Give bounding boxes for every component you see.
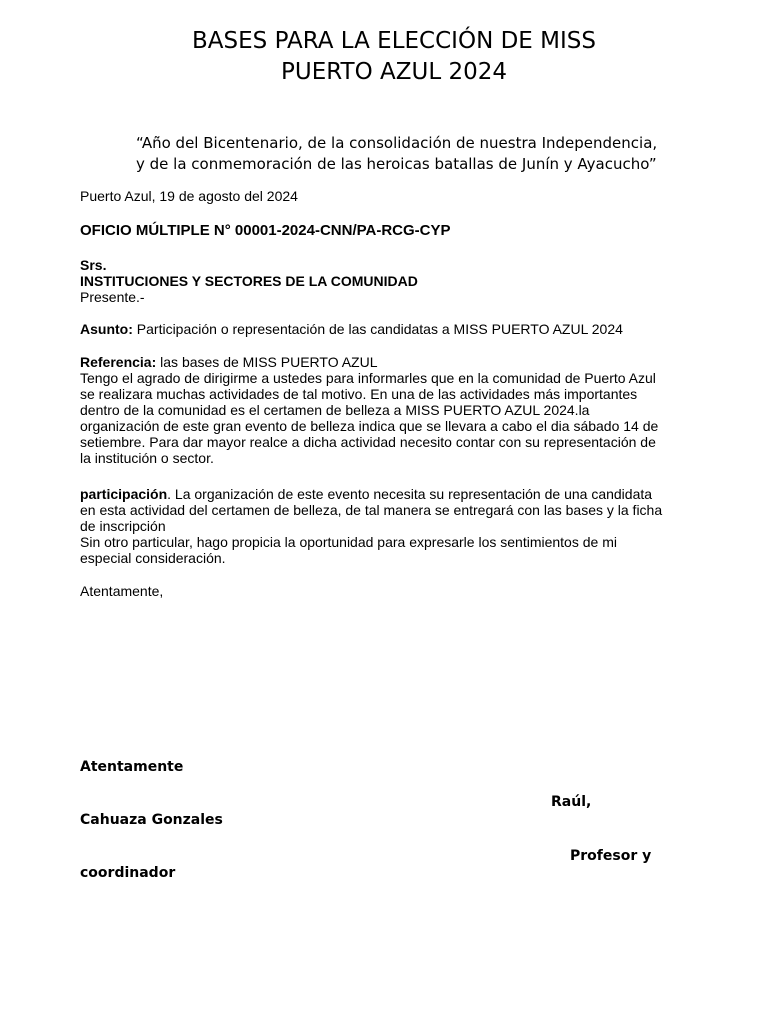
oficio-number: OFICIO MÚLTIPLE N° 00001-2024-CNN/PA-RCG-CYP bbox=[80, 222, 451, 239]
participation-line: especial consideración. bbox=[80, 550, 226, 566]
recipient-block bbox=[80, 257, 680, 305]
reference-heading bbox=[80, 354, 680, 370]
year-motto bbox=[136, 133, 696, 175]
signature-atentamente: Atentamente bbox=[80, 759, 184, 775]
signature-role-2: coordinador bbox=[80, 865, 176, 881]
reference-line: setiembre. Para dar mayor realce a dicha actividad necesito contar con su representación de bbox=[80, 434, 656, 450]
subject-line bbox=[80, 321, 680, 337]
signature-surname: Cahuaza Gonzales bbox=[80, 812, 223, 828]
reference-label: Referencia: bbox=[80, 354, 157, 370]
title-line-1: BASES PARA LA ELECCIÓN DE MISS bbox=[192, 28, 596, 54]
participation-line: en esta actividad del certamen de belleza, de tal manera se entregará con las bases y la ficha bbox=[80, 502, 663, 518]
participation-line: de inscripción bbox=[80, 518, 166, 534]
reference-line: organización de este gran evento de belleza indica que se llevara a cabo el dia sábado 14 de bbox=[80, 418, 659, 434]
recipient-name: INSTITUCIONES Y SECTORES DE LA COMUNIDAD bbox=[80, 273, 418, 289]
recipient-salutation: Srs. bbox=[80, 257, 107, 273]
document-title bbox=[0, 26, 768, 88]
participation-label: participación bbox=[80, 486, 168, 502]
reference-line: se realizara muchas actividades de tal motivo. En una de las actividades más importantes bbox=[80, 386, 638, 402]
reference-line: dentro de la comunidad es el certamen de belleza a MISS PUERTO AZUL 2024.la bbox=[80, 402, 590, 418]
document-date: Puerto Azul, 19 de agosto del 2024 bbox=[80, 188, 298, 204]
recipient-presente: Presente.- bbox=[80, 289, 145, 305]
reference-text: las bases de MISS PUERTO AZUL bbox=[156, 354, 378, 370]
reference-paragraph bbox=[80, 354, 680, 466]
closing-text: Atentamente, bbox=[80, 583, 164, 599]
participation-paragraph bbox=[80, 486, 680, 566]
motto-line-2: y de la conmemoración de las heroicas batallas de Junín y Ayacucho” bbox=[136, 155, 657, 173]
reference-line: Tengo el agrado de dirigirme a ustedes para informarles que en la comunidad de Puerto Azul bbox=[80, 370, 656, 386]
signature-first-name: Raúl, bbox=[551, 794, 592, 810]
participation-text: . La organización de este evento necesita su representación de una candidata bbox=[167, 486, 653, 502]
subject-label: Asunto: bbox=[80, 321, 133, 337]
signature-role-1: Profesor y bbox=[570, 848, 652, 864]
motto-line-1: “Año del Bicentenario, de la consolidación de nuestra Independencia, bbox=[136, 134, 658, 152]
title-line-2: PUERTO AZUL 2024 bbox=[281, 59, 507, 85]
reference-line: la institución o sector. bbox=[80, 450, 214, 466]
participation-heading bbox=[80, 486, 680, 502]
subject-text: Participación o representación de las candidatas a MISS PUERTO AZUL 2024 bbox=[132, 321, 623, 337]
participation-line: Sin otro particular, hago propicia la oportunidad para expresarle los sentimientos de mi bbox=[80, 534, 617, 550]
